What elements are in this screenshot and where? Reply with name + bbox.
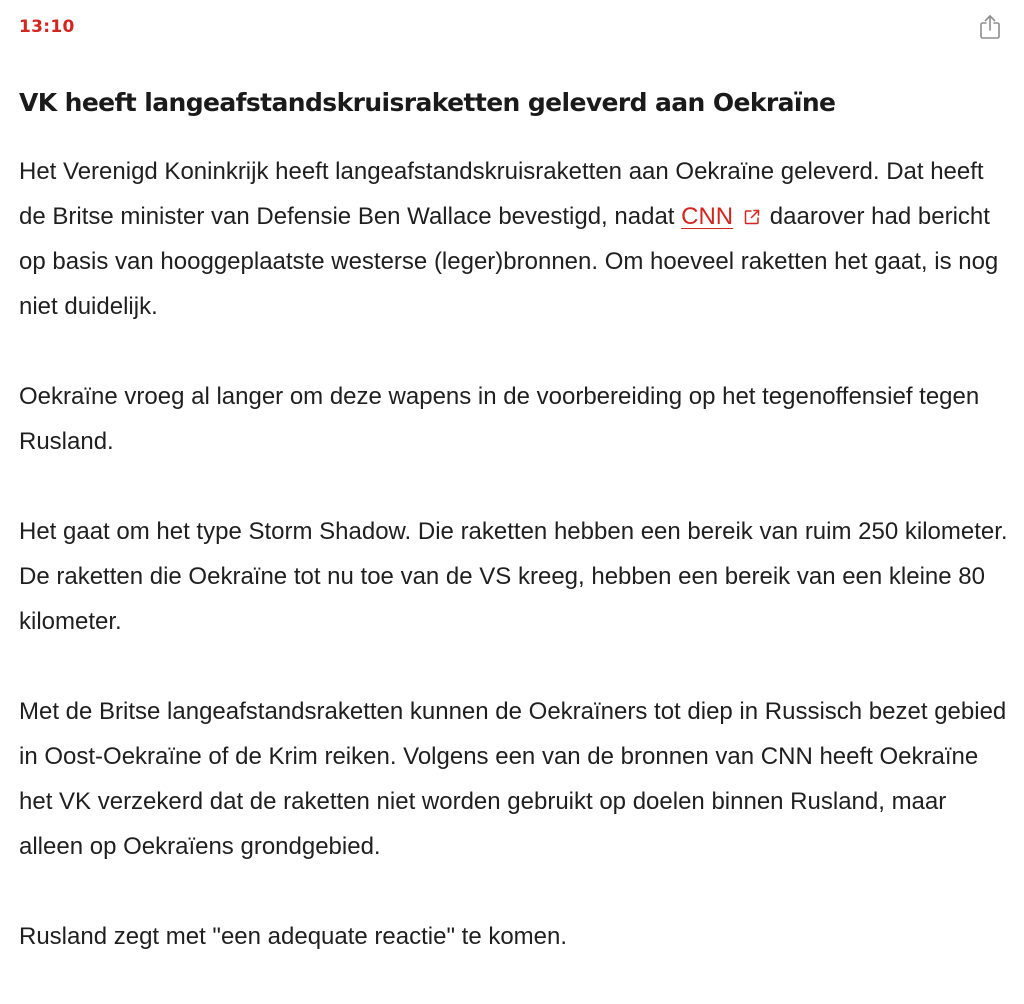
external-link-icon[interactable] <box>743 208 761 226</box>
paragraph: Rusland zegt met "een adequate reactie" te komen. <box>19 923 568 950</box>
share-icon <box>979 14 1001 40</box>
paragraph-text: Het Verenigd Koninkrijk heeft langeafstandskruisraketten aan Oekraïne geleverd. Dat heeft de Britse minister van Defensie Ben Wallace bevestigd, nadat <box>19 158 984 230</box>
paragraph-text: daarover had bericht op basis van hooggeplaatste westerse (leger)bronnen. Om hoeveel raketten het gaat, is nog niet duidelijk. <box>19 203 999 320</box>
paragraph: Met de Britse langeafstandsraketten kunnen de Oekraïners tot diep in Russisch bezet gebied in Oost-Oekraïne of de Krim reiken. Volgens een van de bronnen van CNN heeft Oekraïne het VK verzekerd dat de raketten niet worden gebruikt op doelen binnen Rusland, maar alleen op Oekraïens grondgebied. <box>19 698 1007 860</box>
article-title: VK heeft langeafstandskruisraketten geleverd aan Oekraïne <box>19 88 836 117</box>
cnn-link[interactable]: CNN <box>681 203 734 230</box>
article-body <box>19 149 1009 1004</box>
timestamp: 13:10 <box>19 17 75 37</box>
paragraph: Het gaat om het type Storm Shadow. Die raketten hebben een bereik van ruim 250 kilometer. De raketten die Oekraïne tot nu toe van de VS kreeg, hebben een bereik van een kleine 80 kilometer. <box>19 518 1008 635</box>
share-button[interactable] <box>974 10 1006 44</box>
paragraph <box>19 149 1009 329</box>
paragraph: Oekraïne vroeg al langer om deze wapens in de voorbereiding op het tegenoffensief tegen Rusland. <box>19 383 980 455</box>
